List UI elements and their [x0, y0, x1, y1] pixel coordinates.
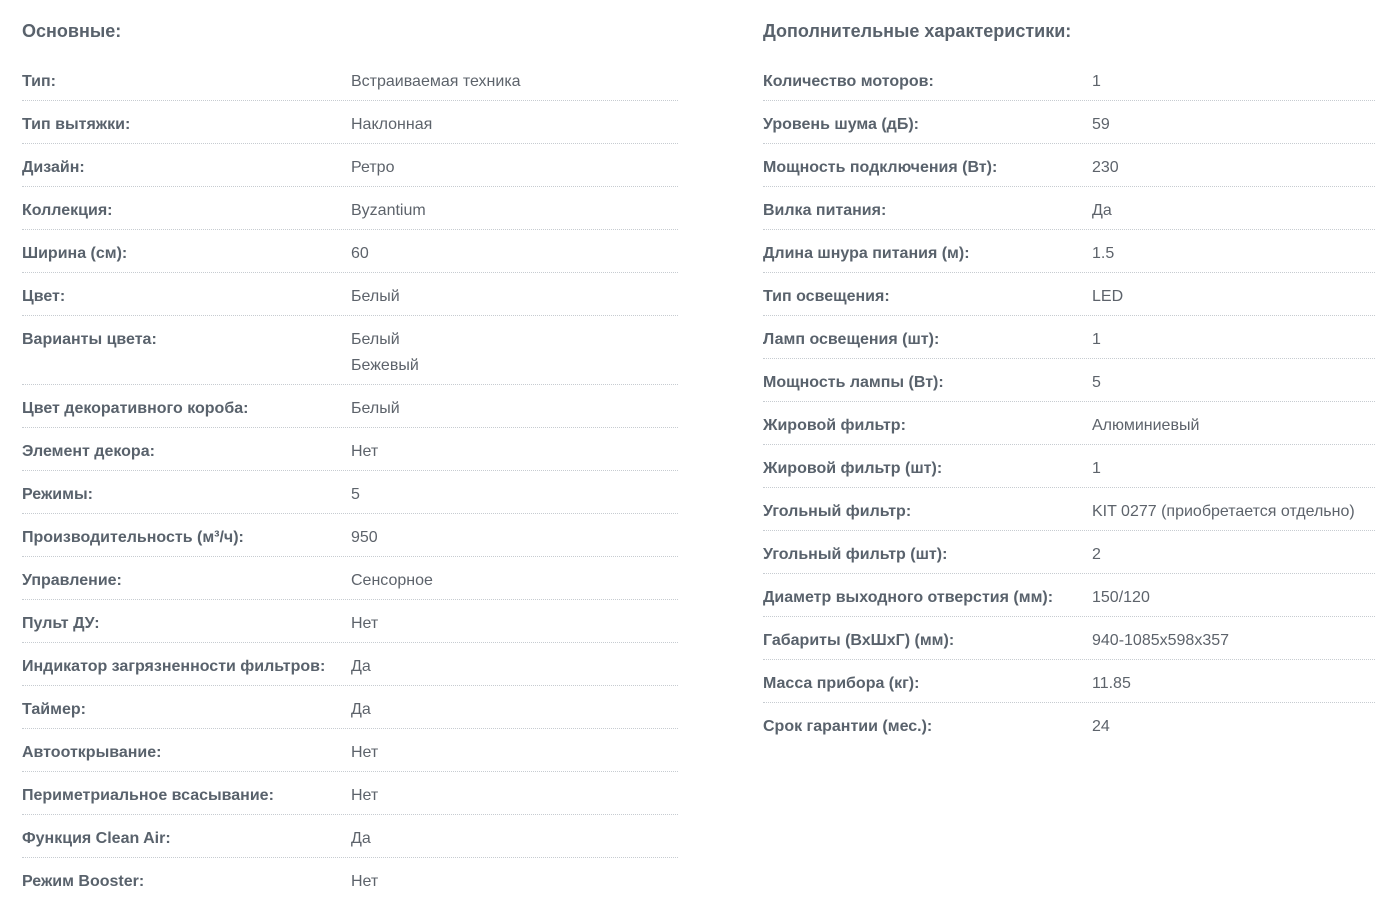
- spec-label: Индикатор загрязненности фильтров:: [22, 658, 326, 675]
- spec-value: Да: [351, 701, 371, 718]
- spec-value: 59: [1092, 116, 1110, 133]
- spec-value: 150/120: [1092, 589, 1150, 606]
- spec-value: 2: [1092, 546, 1101, 563]
- spec-row-decor: [22, 433, 678, 471]
- spec-row-auto-open: [22, 734, 678, 772]
- spec-label: Угольный фильтр:: [763, 503, 912, 520]
- spec-label: Цвет декоративного короба:: [22, 400, 249, 417]
- spec-label: Периметриальное всасывание:: [22, 787, 274, 804]
- spec-label: Ламп освещения (шт):: [763, 331, 940, 348]
- spec-label: Пульт ДУ:: [22, 615, 100, 632]
- spec-label: Функция Clean Air:: [22, 830, 171, 847]
- spec-value: 1: [1092, 460, 1101, 477]
- spec-value: Да: [351, 658, 371, 675]
- spec-row-outlet-diameter: [763, 579, 1375, 617]
- spec-row-capacity: [22, 519, 678, 557]
- spec-value: 11.85: [1092, 675, 1131, 692]
- spec-row-remote: [22, 605, 678, 643]
- spec-label: Уровень шума (дБ):: [763, 116, 919, 133]
- spec-value-list: [351, 329, 419, 376]
- spec-value: Да: [351, 830, 371, 847]
- spec-label: Таймер:: [22, 701, 86, 718]
- extra-specs-list: [763, 63, 1375, 750]
- spec-value: 1.5: [1092, 245, 1115, 262]
- spec-value: Нет: [351, 443, 379, 460]
- spec-value: Да: [1092, 202, 1112, 219]
- spec-label: Управление:: [22, 572, 122, 589]
- spec-value: Встраиваемая техника: [351, 73, 521, 90]
- spec-value: Белый: [351, 400, 400, 417]
- spec-label: Ширина (см):: [22, 245, 128, 262]
- spec-row-warranty: [763, 708, 1375, 745]
- spec-label: Диаметр выходного отверстия (мм):: [763, 589, 1054, 606]
- spec-label: Коллекция:: [22, 202, 113, 219]
- spec-row-weight: [763, 665, 1375, 703]
- spec-value: Ретро: [351, 159, 395, 176]
- spec-value: 24: [1092, 718, 1110, 735]
- spec-label: Тип:: [22, 73, 56, 90]
- spec-value: Белый: [351, 331, 400, 348]
- spec-label: Угольный фильтр (шт):: [763, 546, 948, 563]
- spec-label: Количество моторов:: [763, 73, 934, 90]
- spec-value: 1: [1092, 73, 1101, 90]
- spec-row-lighting-type: [763, 278, 1375, 316]
- spec-label: Цвет:: [22, 288, 66, 305]
- spec-label: Мощность подключения (Вт):: [763, 159, 998, 176]
- spec-row-collection: [22, 192, 678, 230]
- spec-value: Алюминиевый: [1092, 417, 1200, 434]
- spec-row-clean-air: [22, 820, 678, 858]
- spec-row-dimensions: [763, 622, 1375, 660]
- section-title-main: Основные:: [22, 21, 122, 41]
- spec-value: 230: [1092, 159, 1119, 176]
- spec-label: Срок гарантии (мес.):: [763, 718, 933, 735]
- spec-row-grease-filter: [763, 407, 1375, 445]
- spec-label: Элемент декора:: [22, 443, 155, 460]
- spec-value: 60: [351, 245, 369, 262]
- spec-value: Сенсорное: [351, 572, 433, 589]
- spec-value: 5: [1092, 374, 1101, 391]
- spec-row-noise: [763, 106, 1375, 144]
- spec-row-design: [22, 149, 678, 187]
- spec-label: Тип вытяжки:: [22, 116, 131, 133]
- spec-value: 5: [351, 486, 360, 503]
- spec-label: Автооткрывание:: [22, 744, 162, 761]
- spec-row-perimeter-suction: [22, 777, 678, 815]
- spec-row-color-variants: [22, 321, 678, 385]
- spec-label: Варианты цвета:: [22, 331, 157, 348]
- spec-value: Нет: [351, 615, 379, 632]
- spec-label: Дизайн:: [22, 159, 85, 176]
- spec-row-carbon-filter-count: [763, 536, 1375, 574]
- spec-value: 950: [351, 529, 378, 546]
- spec-label: Вилка питания:: [763, 202, 887, 219]
- spec-row-motors: [763, 63, 1375, 101]
- spec-label: Габариты (ВхШхГ) (мм):: [763, 632, 955, 649]
- spec-row-hood-type: [22, 106, 678, 144]
- spec-row-filter-indicator: [22, 648, 678, 686]
- spec-row-type: [22, 63, 678, 101]
- spec-row-lamps-count: [763, 321, 1375, 359]
- spec-value: KIT 0277 (приобретается отдельно): [1092, 503, 1355, 520]
- spec-row-width: [22, 235, 678, 273]
- spec-row-plug: [763, 192, 1375, 230]
- spec-label: Тип освещения:: [763, 288, 890, 305]
- spec-row-modes: [22, 476, 678, 514]
- spec-label: Производительность (м³/ч):: [22, 529, 244, 546]
- spec-row-cord-length: [763, 235, 1375, 273]
- spec-label: Режимы:: [22, 486, 93, 503]
- spec-value: Нет: [351, 787, 379, 804]
- spec-value: Белый: [351, 288, 400, 305]
- spec-value: Наклонная: [351, 116, 433, 133]
- spec-label: Длина шнура питания (м):: [763, 245, 970, 262]
- spec-label: Жировой фильтр:: [763, 417, 906, 434]
- spec-label: Мощность лампы (Вт):: [763, 374, 944, 391]
- spec-row-timer: [22, 691, 678, 729]
- spec-value: Бежевый: [351, 357, 419, 374]
- main-specs-list: [22, 63, 678, 905]
- spec-row-control: [22, 562, 678, 600]
- spec-row-carbon-filter: [763, 493, 1375, 531]
- spec-row-booster: [22, 863, 678, 900]
- spec-value: 1: [1092, 331, 1101, 348]
- spec-row-color: [22, 278, 678, 316]
- spec-row-power: [763, 149, 1375, 187]
- spec-label: Режим Booster:: [22, 873, 145, 890]
- spec-value: Нет: [351, 744, 379, 761]
- spec-value: 940-1085x598x357: [1092, 632, 1230, 649]
- spec-label: Масса прибора (кг):: [763, 675, 920, 692]
- spec-value: Byzantium: [351, 202, 426, 219]
- spec-label: Жировой фильтр (шт):: [763, 460, 943, 477]
- spec-row-lamp-power: [763, 364, 1375, 402]
- section-title-extra: Дополнительные характеристики:: [763, 21, 1072, 41]
- spec-row-box-color: [22, 390, 678, 428]
- spec-value: Нет: [351, 873, 379, 890]
- spec-row-grease-filter-count: [763, 450, 1375, 488]
- spec-value: LED: [1092, 288, 1124, 305]
